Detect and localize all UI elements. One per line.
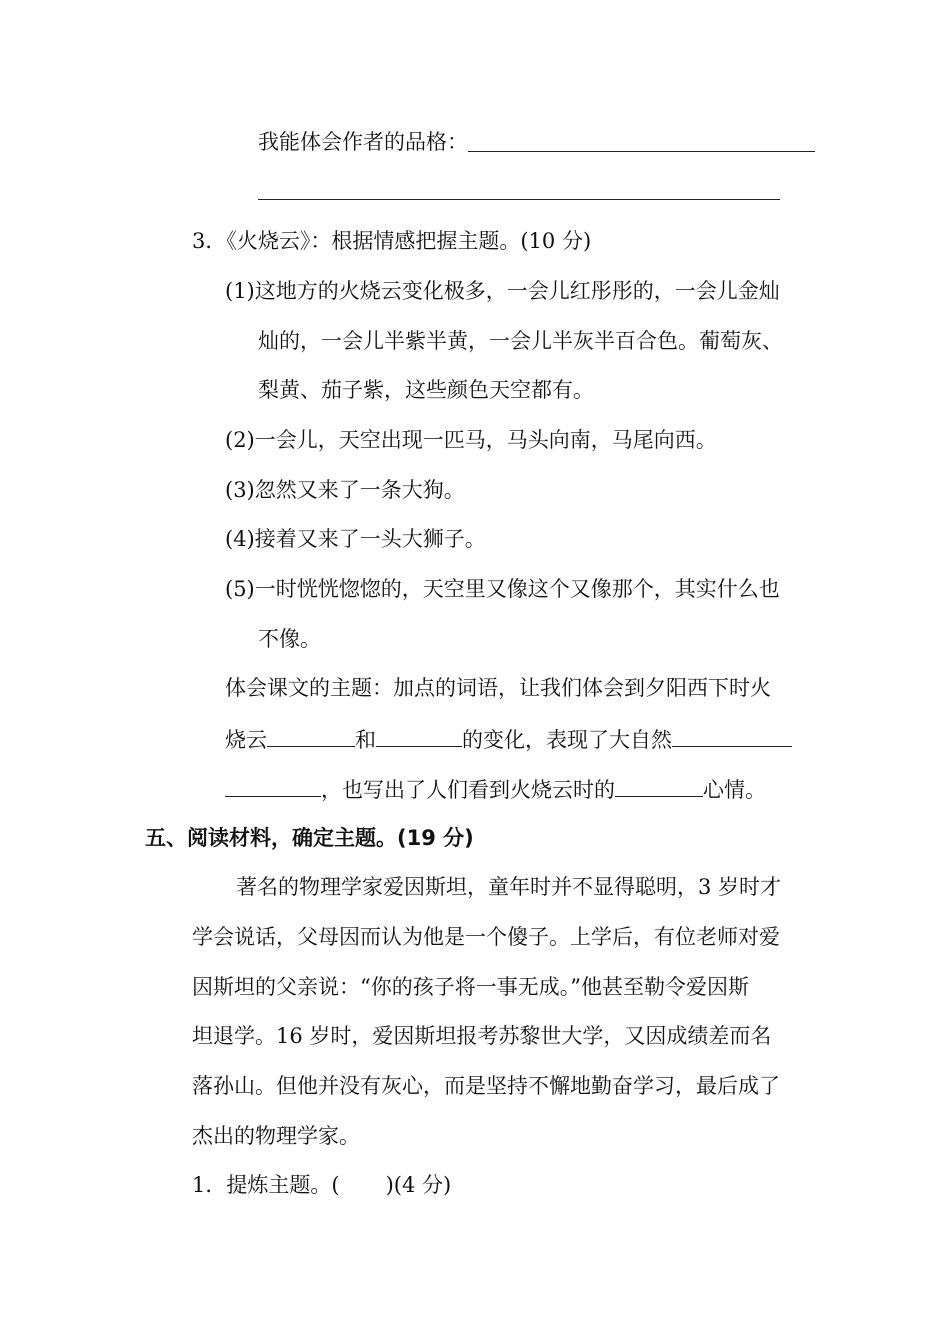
passage-line-5: 落孙山。但他并没有灰心，而是坚持不懈地勤奋学习，最后成了 (192, 1074, 780, 1098)
q3-item-5b: 不像。 (258, 627, 321, 651)
q3-theme-line-1: 体会课文的主题：加点的词语，让我们体会到夕阳西下时火 (225, 676, 771, 700)
answer-line-1[interactable] (468, 151, 815, 152)
q3-item-1b: 灿的，一会儿半紫半黄，一会儿半灰半百合色。葡萄灰、 (258, 329, 783, 353)
section5-heading: 五、阅读材料，确定主题。(19 分) (145, 826, 474, 850)
q3-item-2: (2)一会儿，天空出现一匹马，马头向南，马尾向西。 (225, 428, 717, 452)
answer-line-2[interactable] (258, 199, 780, 200)
q3-item-4: (4)接着又来了一头大狮子。 (225, 527, 486, 551)
q3-theme-seg-1: 烧云 (225, 728, 267, 752)
q1-line (192, 1175, 451, 1196)
passage-line-4: 坦退学。16 岁时，爱因斯坦报考苏黎世大学，又因成绩差而名 (192, 1024, 772, 1048)
fill-blank-4[interactable] (615, 778, 703, 797)
fill-blank-3-cont[interactable] (225, 778, 321, 797)
q3-item-1c: 梨黄、茄子紫，这些颜色天空都有。 (258, 378, 594, 402)
fill-blank-1[interactable] (267, 728, 355, 747)
appreciate-label-text: 我能体会作者的品格： (258, 130, 468, 154)
q3-theme-seg-2: 和 (355, 728, 376, 752)
fill-blank-2[interactable] (376, 728, 462, 747)
passage-line-2: 学会说话，父母因而认为他是一个傻子。上学后，有位老师对爱 (192, 925, 780, 949)
q3-theme-seg-4: ，也写出了人们看到火烧云时的 (321, 778, 615, 802)
q3-item-3: (3)忽然又来了一条大狗。 (225, 478, 465, 502)
q3-heading: 3．《火烧云》：根据情感把握主题。(10 分) (192, 229, 592, 253)
q3-item-5a: (5)一时恍恍惚惚的，天空里又像这个又像那个，其实什么也 (225, 577, 780, 601)
q3-theme-seg-3: 的变化，表现了大自然 (462, 728, 672, 752)
fill-blank-3[interactable] (672, 728, 792, 747)
passage-line-6: 杰出的物理学家。 (192, 1124, 360, 1148)
passage-line-3: 因斯坦的父亲说：“你的孩子将一事无成。”他甚至勒令爱因斯 (192, 975, 749, 999)
q3-item-1a: (1)这地方的火烧云变化极多，一会儿红彤彤的，一会儿金灿 (225, 279, 780, 303)
q3-theme-seg-5: 心情。 (703, 778, 766, 802)
q3-theme-line-2 (225, 728, 792, 751)
q3-theme-line-3 (225, 778, 766, 801)
appreciate-label (258, 132, 468, 153)
q1-label: 1．提炼主题。( (192, 1173, 340, 1197)
passage-line-1: 著名的物理学家爱因斯坦，童年时并不显得聪明，3 岁时才 (236, 875, 782, 899)
q1-score: )(4 分) (385, 1173, 452, 1197)
